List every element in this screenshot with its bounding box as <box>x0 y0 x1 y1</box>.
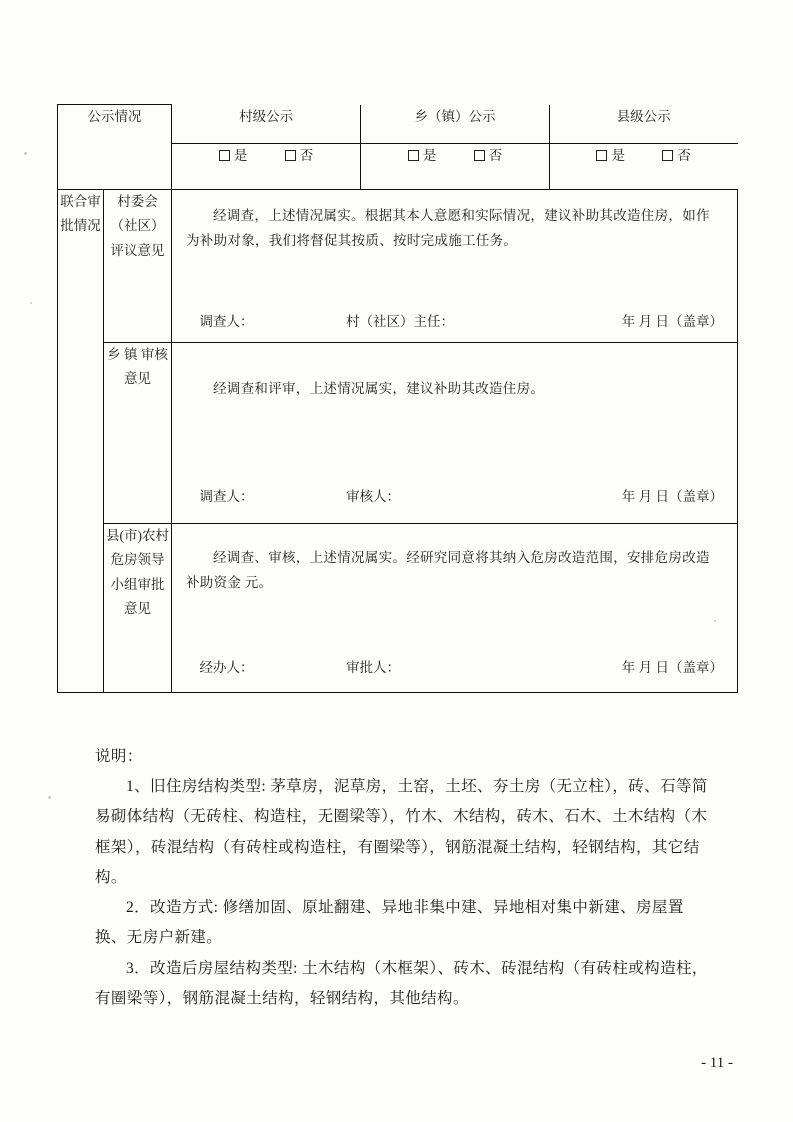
table-row-township-opinion <box>58 343 738 524</box>
checkbox-icon[interactable] <box>219 150 230 161</box>
checkbox-label: 是 <box>233 147 248 163</box>
county-group-cell <box>172 524 738 693</box>
village-committee-cell <box>172 190 738 343</box>
checkbox-icon[interactable] <box>408 150 419 161</box>
publicity-choice-village[interactable] <box>172 143 361 190</box>
publicity-row-label: 公示情况 <box>58 105 172 190</box>
checkbox-village-yes[interactable] <box>219 144 248 168</box>
notes-title: 说明： <box>95 748 143 765</box>
publicity-header-village: 村级公示 <box>172 105 361 144</box>
township-opinion-text: 经调查和评审，上述情况属实，建议补助其改造住房。 <box>213 381 545 396</box>
publicity-header-township: 乡（镇）公示 <box>361 105 550 144</box>
checkbox-label: 是 <box>422 147 437 163</box>
joint-approval-label <box>58 190 104 693</box>
notes-item-1: 1、旧住房结构类型: 茅草房，泥草房，土窑，土坯、夯土房（无立柱），砖、石等简易砌体结构（无砖柱、构造柱，无圈梁等），竹木、木结构，砖木、石木、土木结构（木框架），砖混结构（有砖柱或构造柱，有圈梁等），钢筋混凝土结构，轻钢结构，其它结构。 <box>95 778 708 886</box>
checkbox-county-no[interactable] <box>662 144 691 168</box>
approval-form-table <box>57 104 738 693</box>
checkbox-township-yes[interactable] <box>408 144 437 168</box>
county-opinion-text: 经调查、审核，上述情况属实。经研究同意将其纳入危房改造范围，安排危房改造补助资金 元。 <box>186 550 710 590</box>
table-row-publicity-header <box>58 105 738 190</box>
checkbox-label: 是 <box>611 147 625 163</box>
village-opinion-text: 经调查，上述情况属实。根据其本人意愿和实际情况，建议补助其改造住房，如作为补助对象，我们将督促其按质、按时完成施工任务。 <box>186 208 710 248</box>
checkbox-township-no[interactable] <box>474 144 503 168</box>
checkbox-label: 否 <box>677 147 691 163</box>
village-director-label: 村（社区）主任： <box>346 313 454 329</box>
publicity-choice-township[interactable] <box>361 143 550 190</box>
township-investigator-label: 调查人： <box>199 488 254 504</box>
county-signature-row <box>172 656 737 692</box>
checkbox-village-no[interactable] <box>285 144 314 168</box>
village-investigator-label: 调查人： <box>199 313 254 329</box>
table-row-village-opinion <box>58 190 738 343</box>
table-row-county-opinion <box>58 524 738 693</box>
scan-speck <box>30 302 32 304</box>
notes-item-3: 3．改造后房屋结构类型: 土木结构（木框架）、砖木、砖混结构（有砖柱或构造柱，有圈梁等），钢筋混凝土结构，轻钢结构，其他结构。 <box>95 959 708 1007</box>
publicity-header-county: 县级公示 <box>549 105 737 144</box>
county-date-seal-label: 年 月 日（盖章） <box>621 659 723 675</box>
township-review-cell <box>172 343 738 524</box>
scan-speck <box>24 152 27 155</box>
township-reviewer-label: 审核人： <box>346 488 400 504</box>
checkbox-icon[interactable] <box>474 150 485 161</box>
county-group-label: 县(市)农村危房领导小组审批意见 <box>104 524 172 693</box>
checkbox-icon[interactable] <box>662 150 673 161</box>
village-committee-label: 村委会（社区）评议意见 <box>104 190 172 343</box>
notes-item-2: 2．改造方式: 修缮加固、原址翻建、异地非集中建、异地相对集中新建、房屋置换、无房户新建。 <box>95 899 684 947</box>
checkbox-label: 否 <box>488 147 503 163</box>
checkbox-county-yes[interactable] <box>596 144 625 168</box>
township-signature-row <box>172 485 737 523</box>
village-signature-row <box>172 310 737 342</box>
page-number: - 11 - <box>701 1055 733 1071</box>
village-date-seal-label: 年 月 日（盖章） <box>621 313 723 329</box>
county-approver-label: 审批人： <box>346 659 400 675</box>
county-handler-label: 经办人： <box>199 659 254 675</box>
checkbox-label: 否 <box>299 147 314 163</box>
township-date-seal-label: 年 月 日（盖章） <box>621 488 723 504</box>
scan-speck <box>48 796 51 799</box>
publicity-choice-county[interactable] <box>549 143 737 190</box>
checkbox-icon[interactable] <box>285 150 296 161</box>
joint-approval-label-text: 联合审批情况 <box>60 194 101 234</box>
notes-section <box>95 742 715 1014</box>
township-review-label: 乡 镇 审核意见 <box>104 343 172 524</box>
checkbox-icon[interactable] <box>596 150 607 161</box>
